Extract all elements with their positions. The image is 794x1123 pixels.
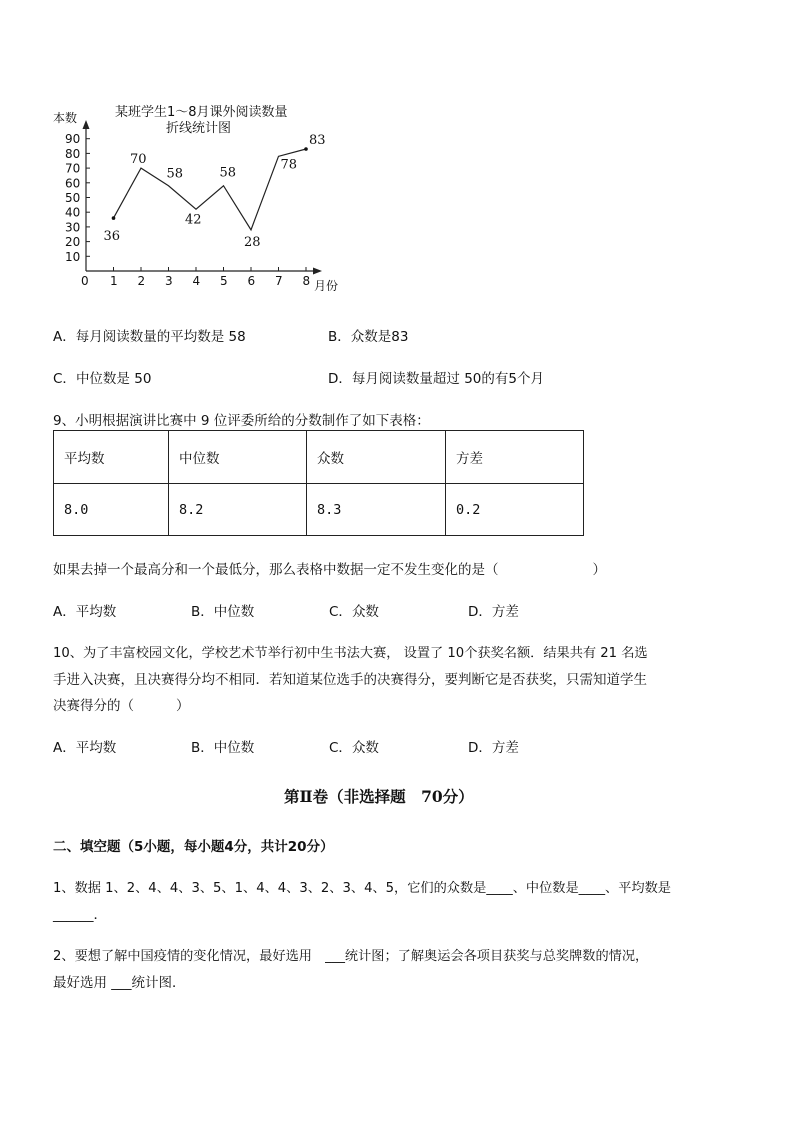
- table-header-cell: 平均数: [54, 431, 169, 484]
- data-label: 36: [103, 229, 121, 245]
- q9-option-c: C．众数: [329, 604, 379, 620]
- data-label: 78: [280, 157, 298, 173]
- table-row: [54, 484, 584, 536]
- q9-option-a: A．平均数: [53, 604, 117, 620]
- data-label: 28: [244, 234, 261, 250]
- chart-axes: [83, 120, 323, 275]
- table-cell: 8.0: [54, 484, 169, 536]
- x-tick-label: 7: [275, 274, 283, 288]
- fill1-line1: 1、数据 1、2、4、4、3、5、1、4、4、3、2、3、4、5，它们的众数是____、中位数是____、平均数是: [53, 881, 671, 896]
- y-tick-label: 20: [65, 235, 81, 250]
- x-tick-label: 4: [192, 274, 201, 288]
- x-tick-label: 3: [165, 274, 173, 288]
- fill2-line2: 最好选用 ___统计图．: [53, 975, 186, 991]
- table-header-cell: 中位数: [169, 431, 307, 484]
- x-tick-label: 6: [247, 274, 256, 288]
- y-tick-label: 40: [65, 205, 81, 220]
- x-tick-label: 1: [110, 274, 118, 288]
- q9-question: 如果去掉一个最高分和一个最低分，那么表格中数据一定不发生变化的是（ ）: [53, 562, 606, 578]
- chart-title-line2: 折线统计图: [166, 121, 232, 136]
- data-label: 83: [309, 132, 326, 148]
- part2-heading: 二、填空题（5小题，每小题4分，共计20分）: [53, 839, 334, 855]
- x-tick-label: 2: [137, 274, 146, 288]
- q10-line2: 手进入决赛，且决赛得分均不相同．若知道某位选手的决赛得分，要判断它是否获奖，只需知道学生: [53, 672, 647, 688]
- y-tick-label: 60: [65, 176, 81, 191]
- origin-label: 0: [81, 274, 89, 288]
- table-cell: 8.3: [307, 484, 446, 536]
- data-point: [304, 147, 308, 151]
- q8-option-a: A．每月阅读数量的平均数是 58: [53, 329, 246, 345]
- y-tick-label: 90: [65, 132, 81, 147]
- fill2-line1: 2、要想了解中国疫情的变化情况，最好选用 ___统计图；了解奥运会各项目获奖与总奖牌数的情况，: [53, 949, 649, 964]
- q10-option-c: C．众数: [329, 740, 379, 756]
- y-axis-arrow: [83, 120, 90, 129]
- chart-title-line1: 某班学生1～8月课外阅读数量: [115, 105, 288, 120]
- y-tick-label: 70: [65, 161, 81, 176]
- table-header-row: [54, 431, 584, 484]
- data-point: [112, 216, 116, 220]
- q9-table: [53, 430, 584, 536]
- q9-option-d: D．方差: [468, 604, 519, 620]
- section-title: 第Ⅱ卷（非选择题 70分）: [284, 787, 474, 806]
- q9-option-b: B．中位数: [191, 604, 255, 620]
- x-axis-arrow: [313, 268, 322, 275]
- q10-line1: 10、为了丰富校园文化，学校艺术节举行初中生书法大赛， 设置了 10个获奖名额．结果共有 21 名选: [53, 646, 648, 661]
- x-tick-label: 5: [220, 274, 228, 288]
- table-header-cell: 众数: [307, 431, 446, 484]
- y-tick-label: 10: [65, 249, 81, 264]
- y-tick-label: 50: [65, 191, 81, 205]
- data-label: 42: [185, 212, 202, 228]
- q9-stem: 9、小明根据演讲比赛中 9 位评委所给的分数制作了如下表格：: [53, 413, 430, 429]
- q10-option-b: B．中位数: [191, 740, 255, 756]
- table-cell: 8.2: [169, 484, 307, 536]
- q10-line3: 决赛得分的（ ）: [53, 698, 190, 714]
- q10-option-a: A．平均数: [53, 740, 117, 756]
- q10-option-d: D．方差: [468, 740, 519, 756]
- y-tick-label: 80: [65, 146, 81, 161]
- q8-option-b: B．众数是83: [328, 329, 409, 345]
- data-label: 58: [219, 165, 237, 181]
- table-cell: 0.2: [446, 484, 584, 536]
- line-chart: [0, 0, 360, 300]
- q8-option-c: C．中位数是 50: [53, 371, 152, 387]
- data-label: 58: [166, 166, 184, 182]
- data-label: 70: [130, 152, 147, 168]
- y-axis-label: 本数: [53, 111, 78, 125]
- y-tick-label: 30: [65, 220, 81, 235]
- fill1-line2: ______．: [53, 907, 107, 923]
- table-header-cell: 方差: [446, 431, 584, 484]
- q8-option-d: D．每月阅读数量超过 50的有5个月: [328, 371, 544, 387]
- x-tick-label: 8: [302, 274, 311, 288]
- x-axis-label: 月份: [314, 279, 339, 293]
